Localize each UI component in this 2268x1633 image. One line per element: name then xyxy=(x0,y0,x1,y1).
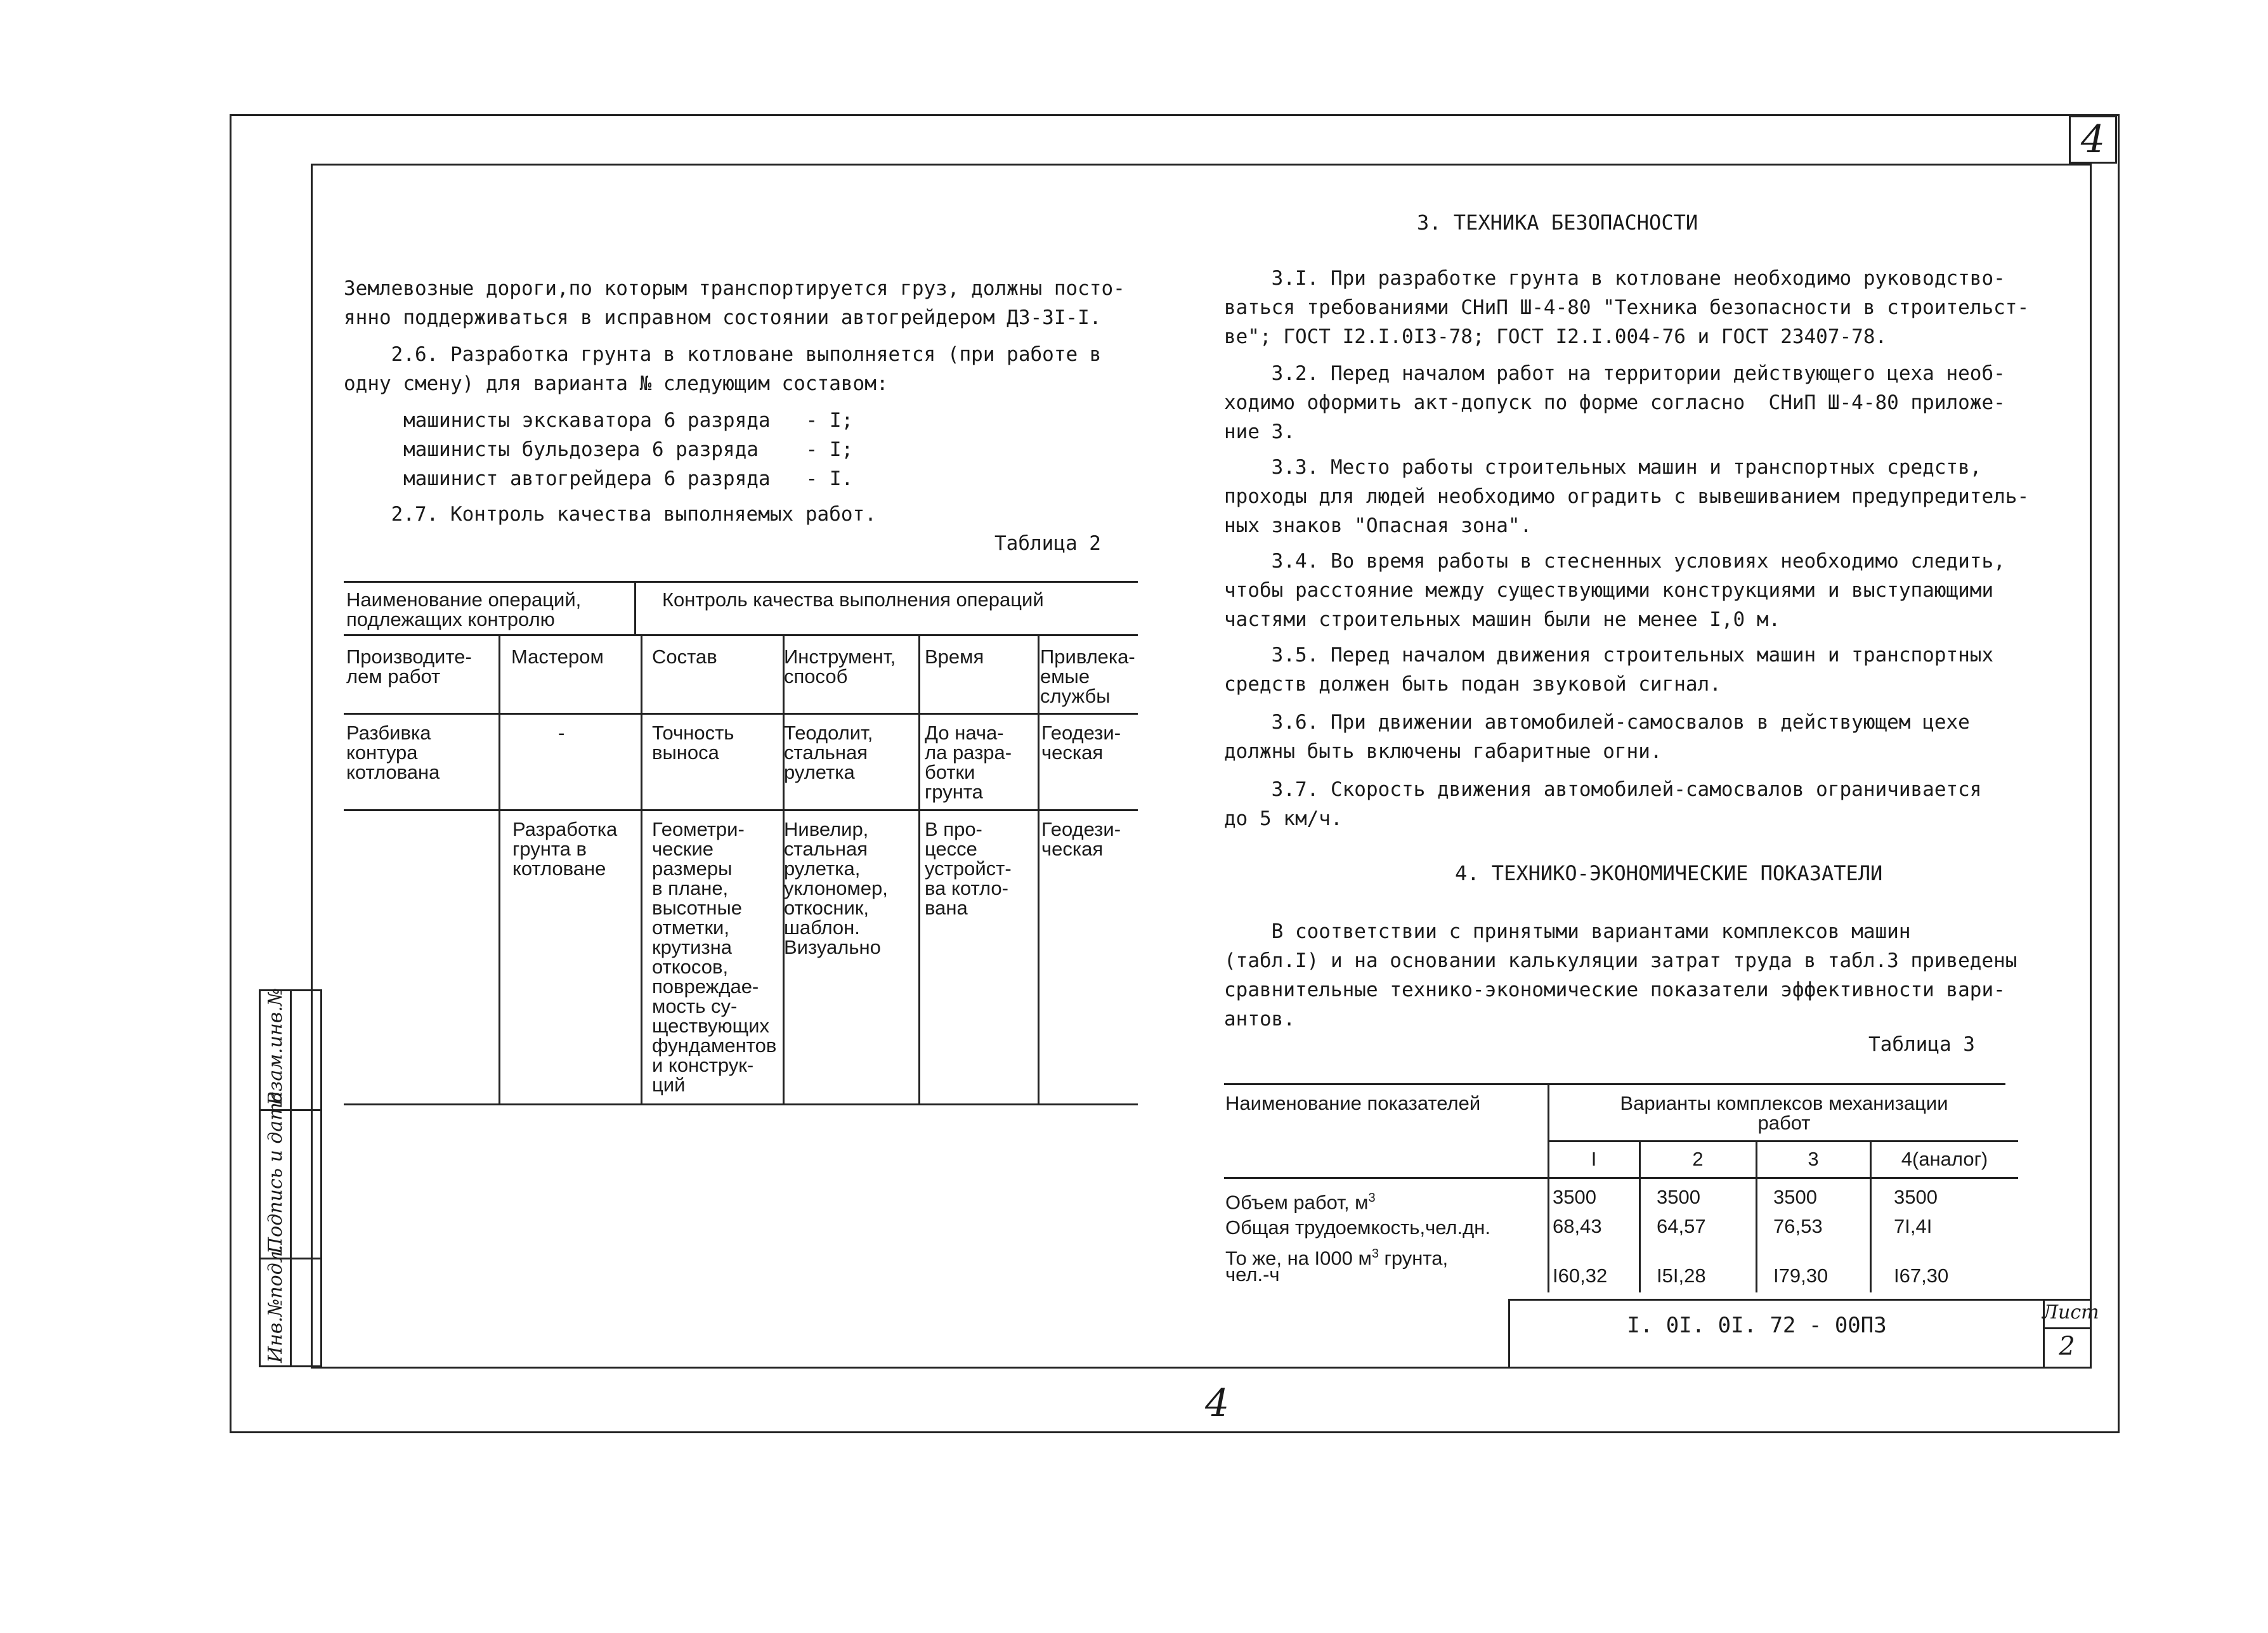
paragraph-3-3: 3.3. Место работы строительных машин и транспортных средств, проходы для людей необходимо оградить с вывешиванием предупредитель- ных знаков "Опасная зона". xyxy=(1224,456,2030,537)
table3-cell: 3500 xyxy=(1773,1186,1817,1208)
side-label-signature-date: Подпись и дата xyxy=(264,1091,287,1254)
table3-cell: I5I,28 xyxy=(1657,1265,1706,1287)
table2-cell: Теодолит, стальная рулетка xyxy=(784,722,873,783)
table2-cell: Разработка грунта в котловане xyxy=(512,818,618,880)
side-label-replace-inv: Взам.инв.№ xyxy=(264,987,287,1105)
table2-cell: - xyxy=(558,722,565,744)
table2-header-time: Время xyxy=(925,646,984,668)
table3-header-variant-4: 4(аналог) xyxy=(1901,1148,1988,1170)
heading-safety: 3. ТЕХНИКА БЕЗОПАСНОСТИ xyxy=(1417,211,1698,235)
table3-header-variant-1: I xyxy=(1591,1148,1597,1170)
table2-caption: Таблица 2 xyxy=(994,532,1101,555)
table2-cell: Точность выноса xyxy=(652,722,734,764)
table3-header-variant-2: 2 xyxy=(1692,1148,1704,1170)
corner-mark: 4 xyxy=(2069,115,2117,164)
table3-row-name: Объем работ, $м^3$ xyxy=(1225,1191,1376,1214)
table2-header-services: Привлека- емые службы xyxy=(1040,646,1135,707)
crew-item: машинисты бульдозера 6 разряда - I; xyxy=(403,438,854,461)
heading-economics: 4. ТЕХНИКО-ЭКОНОМИЧЕСКИЕ ПОКАЗАТЕЛИ xyxy=(1455,861,1883,885)
table2-cell: Разбивка контура котлована xyxy=(346,722,440,783)
table3-cell: 3500 xyxy=(1894,1186,1938,1208)
page-number: 4 xyxy=(1205,1381,1230,1426)
paragraph-2-6: 2.6. Разработка грунта в котловане выполняется (при работе в одну смену) для варианта № следующим составом: xyxy=(344,343,1102,395)
sheet-number: 2 xyxy=(2059,1332,2075,1361)
table3-header-name: Наименование показателей xyxy=(1225,1092,1481,1114)
table3-cell: 76,53 xyxy=(1773,1215,1823,1237)
crew-item: машинисты экскаватора 6 разряда - I; xyxy=(403,409,854,432)
table2-cell: Геодези- ческая xyxy=(1041,818,1121,860)
table3-caption: Таблица 3 xyxy=(1868,1033,1975,1056)
paragraph-4: В соответствии с принятыми вариантами комплексов машин (табл.I) и на основании калькуляции затрат труда в табл.3 приведены сравнительные технико-экономические показатели эффективности вари- антов. xyxy=(1224,920,2017,1031)
table3-cell: I79,30 xyxy=(1773,1265,1828,1287)
table3-cell: 64,57 xyxy=(1657,1215,1706,1237)
side-label-inv-number: Инв.№подл. xyxy=(264,1244,287,1363)
table3-row-name-cont: чел.-ч xyxy=(1225,1263,1280,1285)
paragraph-roads: Землевозные дороги,по которым транспортируется груз, должны посто- янно поддерживаться в исправном состоянии автогрейдером ДЗ-3I-I. xyxy=(344,277,1125,329)
table3-header-variants: Варианты комплексов механизации работ xyxy=(1620,1092,1948,1134)
table2-header-operations: Наименование операций, подлежащих контролю xyxy=(346,589,582,630)
table2-header-composition: Состав xyxy=(652,646,717,668)
paragraph-3-6: 3.6. При движении автомобилей-самосвалов в действующем цехе должны быть включены габаритные огни. xyxy=(1224,711,1970,763)
table2-cell: В про- цессе устройст- ва котло- вана xyxy=(925,818,1012,919)
table2-header-foreman: Мастером xyxy=(511,646,604,668)
table3-cell: I67,30 xyxy=(1894,1265,1949,1287)
table2-header-control: Контроль качества выполнения операций xyxy=(662,589,1044,611)
table3-cell: 3500 xyxy=(1553,1186,1596,1208)
document-code: I. 0I. 0I. 72 - 00ПЗ xyxy=(1627,1313,1887,1338)
paragraph-3-4: 3.4. Во время работы в стесненных условиях необходимо следить, чтобы расстояние между существующими конструкциями и выступающими частями строительных машин были не менее I,0 м. xyxy=(1224,550,2005,631)
table2-header-instrument: Инструмент, способ xyxy=(784,646,896,687)
table3-row-name: Общая трудоемкость,чел.дн. xyxy=(1225,1216,1490,1239)
paragraph-3-2: 3.2. Перед началом работ на территории действующего цеха необ- ходимо оформить акт-допуск по форме согласно СНиП Ш-4-80 приложе- ние 3. xyxy=(1224,362,2005,443)
table2-cell: Геодези- ческая xyxy=(1041,722,1121,764)
table3-row-name: То же, на I000 $м^3$ грунта, xyxy=(1225,1247,1449,1270)
table3-cell: 68,43 xyxy=(1553,1215,1602,1237)
table2-cell: Нивелир, стальная рулетка, уклономер, откосник, шаблон. Визуально xyxy=(784,818,888,958)
table3-cell: 3500 xyxy=(1657,1186,1700,1208)
paragraph-2-7: 2.7. Контроль качества выполняемых работ. xyxy=(344,503,877,526)
sheet-label: Лист xyxy=(2042,1301,2099,1324)
table3-cell: 7I,4I xyxy=(1894,1215,1932,1237)
paragraph-3-5: 3.5. Перед началом движения строительных машин и транспортных средств должен быть подан звуковой сигнал. xyxy=(1224,644,1994,696)
table2-cell: До нача- ла разра- ботки грунта xyxy=(925,722,1012,803)
table2-cell: Геометри- ческие размеры в плане, высотные отметки, крутизна откосов, повреждае- мость су- ществующих фундаментов и конструк- ций xyxy=(652,818,777,1096)
table3-cell: I60,32 xyxy=(1553,1265,1608,1287)
paragraph-3-1: 3.I. При разработке грунта в котловане необходимо руководство- ваться требованиями СНиП Ш-4-80 "Техника безопасности в строительст- ве"; ГОСТ I2.I.0I3-78; ГОСТ I2.I.004-76 и ГОСТ 23407-78. xyxy=(1224,267,2030,348)
side-stamp xyxy=(259,989,322,1367)
table3-header-variant-3: 3 xyxy=(1808,1148,1819,1170)
paragraph-3-7: 3.7. Скорость движения автомобилей-самосвалов ограничивается до 5 км/ч. xyxy=(1224,778,1982,830)
crew-item: машинист автогрейдера 6 разряда - I. xyxy=(403,467,854,490)
table2-header-contractor: Производите- лем работ xyxy=(346,646,472,687)
